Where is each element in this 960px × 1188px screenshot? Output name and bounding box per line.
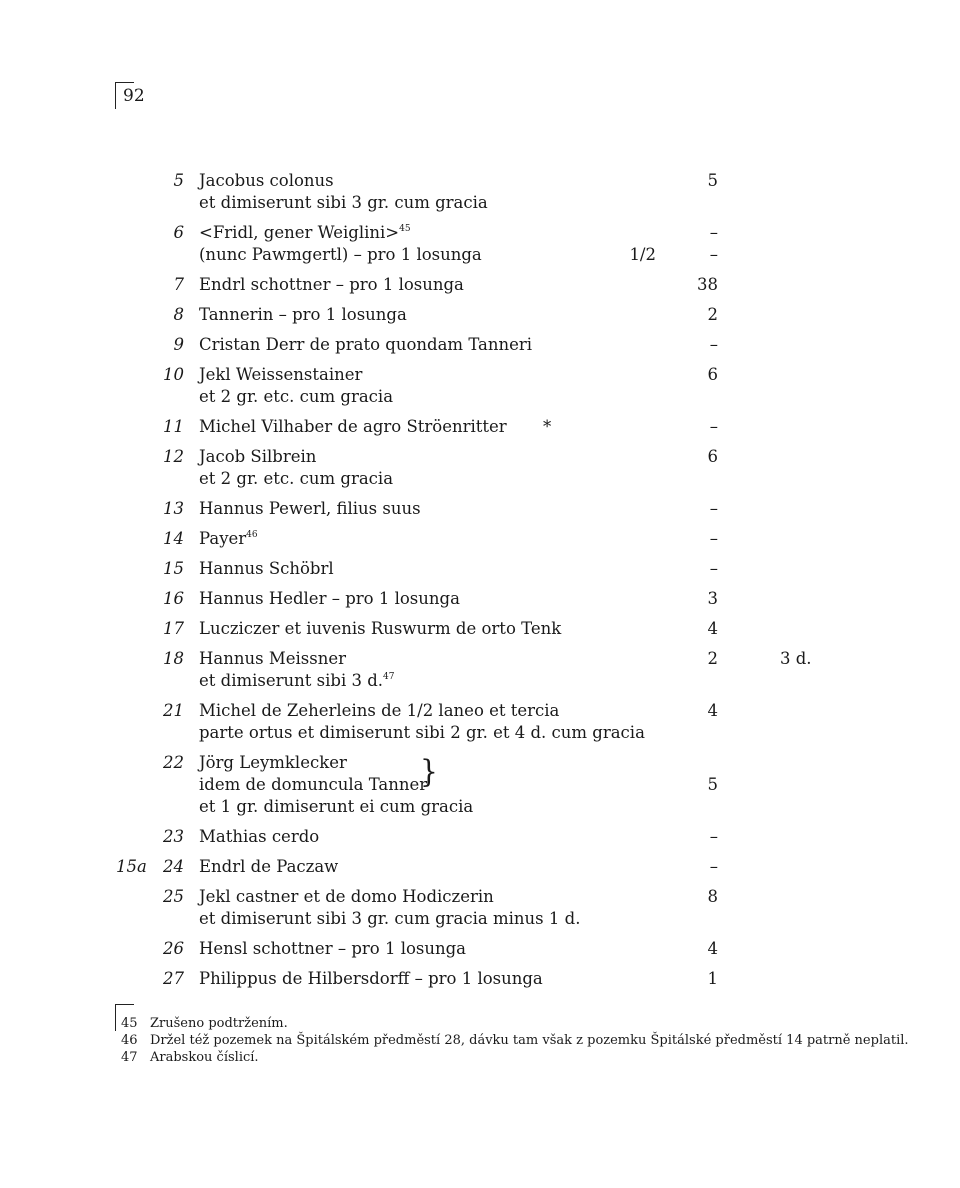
entry-text: Lucziczer et iuvenis Ruswurm de orto Tenk xyxy=(199,619,562,638)
footnote-ref: 47 xyxy=(383,671,395,682)
entry-text: et 2 gr. etc. cum gracia xyxy=(199,469,394,488)
footnote-number: 45 xyxy=(121,1016,138,1031)
entry-text: Jacobus colonus xyxy=(199,171,334,190)
entry-number: 16 xyxy=(163,589,184,608)
entry-21 xyxy=(0,700,960,744)
entry-value: 2 xyxy=(707,649,718,668)
entry-10 xyxy=(0,364,960,408)
entry-7 xyxy=(0,274,960,296)
entry-text: Hannus Hedler – pro 1 losunga xyxy=(199,589,460,608)
entry-text: Hensl schottner – pro 1 losunga xyxy=(199,939,467,958)
entry-18 xyxy=(0,648,960,692)
entry-number: 21 xyxy=(163,701,184,720)
entry-number: 5 xyxy=(173,171,184,190)
entry-text: Endrl de Paczaw xyxy=(199,857,339,876)
entry-6 xyxy=(0,222,960,266)
entry-value: – xyxy=(709,223,718,242)
entry-value: – xyxy=(709,335,718,354)
entry-text: Tannerin – pro 1 losunga xyxy=(199,305,407,324)
entry-value: – xyxy=(709,417,718,436)
footnote-number: 47 xyxy=(121,1050,138,1065)
entry-text: Jekl castner et de domo Hodiczerin xyxy=(199,887,494,906)
entry-text: Hannus Schöbrl xyxy=(199,559,334,578)
entry-text: Jörg Leymklecker xyxy=(199,753,347,772)
margin-folio-note: 15a xyxy=(116,857,147,876)
footnote-text: Držel též pozemek na Špitálském předměstí 28, dávku tam však z pozemku Špitálské předměstí 14 patrně neplatil. xyxy=(150,1033,909,1048)
entry-value: 4 xyxy=(707,939,718,958)
entry-number: 23 xyxy=(163,827,184,846)
entry-number: 9 xyxy=(173,335,184,354)
entry-text: idem de domuncula Tanner xyxy=(199,775,428,794)
entry-value: 1 xyxy=(707,969,718,988)
entry-text: Jacob Silbrein xyxy=(199,447,317,466)
entry-text: Michel de Zeherleins de 1/2 laneo et tercia xyxy=(199,701,560,720)
entry-number: 12 xyxy=(163,447,184,466)
entry-26 xyxy=(0,938,960,960)
entry-value: 38 xyxy=(697,275,718,294)
entry-text: Michel Vilhaber de agro Ströenritter xyxy=(199,417,507,436)
entry-number: 15 xyxy=(163,559,184,578)
entry-5 xyxy=(0,170,960,214)
entry-value: – xyxy=(709,827,718,846)
entry-value: 5 xyxy=(707,775,718,794)
entry-value: – xyxy=(709,559,718,578)
entry-fraction: 1/2 xyxy=(629,245,656,264)
entry-text: parte ortus et dimiserunt sibi 2 gr. et 4 d. cum gracia xyxy=(199,723,645,742)
entry-text: Mathias cerdo xyxy=(199,827,320,846)
brace-mark: } xyxy=(420,753,438,790)
entry-list xyxy=(0,170,960,998)
footnote-text: Arabskou číslicí. xyxy=(150,1050,259,1065)
entry-number: 10 xyxy=(163,365,184,384)
entry-14 xyxy=(0,528,960,550)
entry-number: 22 xyxy=(163,753,184,772)
entry-13 xyxy=(0,498,960,520)
entry-text: (nunc Pawmgertl) – pro 1 losunga xyxy=(199,245,482,264)
entry-number: 7 xyxy=(173,275,184,294)
entry-8 xyxy=(0,304,960,326)
entry-11 xyxy=(0,416,960,438)
entry-12 xyxy=(0,446,960,490)
entry-value: – xyxy=(709,529,718,548)
footnote xyxy=(0,1032,960,1049)
entry-value: – xyxy=(709,499,718,518)
entry-23 xyxy=(0,826,960,848)
entry-text: Hannus Meissner xyxy=(199,649,346,668)
entry-value: – xyxy=(709,245,718,264)
entry-number: 18 xyxy=(163,649,184,668)
entry-value: 6 xyxy=(707,447,718,466)
footnote-ref: 45 xyxy=(399,223,411,234)
entry-22 xyxy=(0,752,960,818)
entry-text: Endrl schottner – pro 1 losunga xyxy=(199,275,464,294)
entry-value: 8 xyxy=(707,887,718,906)
entry-9 xyxy=(0,334,960,356)
footnotes xyxy=(0,1015,960,1066)
entry-value: 3 xyxy=(707,589,718,608)
footnote-text: Zrušeno podtržením. xyxy=(150,1016,288,1031)
entry-17 xyxy=(0,618,960,640)
entry-text: et dimiserunt sibi 3 d.$^{47}$ xyxy=(199,671,395,690)
asterisk-mark: * xyxy=(543,417,552,436)
entry-number: 6 xyxy=(173,223,184,242)
entry-text: <Fridl, gener Weiglini>$^{45}$ xyxy=(199,223,411,242)
entry-text: Philippus de Hilbersdorff – pro 1 losunga xyxy=(199,969,543,988)
entry-27 xyxy=(0,968,960,990)
entry-16 xyxy=(0,588,960,610)
entry-value: 6 xyxy=(707,365,718,384)
footnote xyxy=(0,1049,960,1066)
entry-25 xyxy=(0,886,960,930)
entry-number: 24 xyxy=(163,857,184,876)
entry-text: et 2 gr. etc. cum gracia xyxy=(199,387,394,406)
entry-text: Cristan Derr de prato quondam Tanneri xyxy=(199,335,533,354)
footnote-number: 46 xyxy=(121,1033,138,1048)
entry-text: et 1 gr. dimiserunt ei cum gracia xyxy=(199,797,474,816)
entry-24 xyxy=(0,856,960,878)
entry-text: et dimiserunt sibi 3 gr. cum gracia minus 1 d. xyxy=(199,909,581,928)
entry-extra-value: 3 d. xyxy=(780,649,812,668)
entry-value: 2 xyxy=(707,305,718,324)
entry-number: 8 xyxy=(173,305,184,324)
entry-number: 11 xyxy=(163,417,184,436)
entry-value: 4 xyxy=(707,701,718,720)
entry-value: – xyxy=(709,857,718,876)
entry-number: 13 xyxy=(163,499,184,518)
entry-number: 17 xyxy=(163,619,184,638)
entry-number: 26 xyxy=(163,939,184,958)
entry-text: et dimiserunt sibi 3 gr. cum gracia xyxy=(199,193,488,212)
entry-number: 14 xyxy=(163,529,184,548)
entry-number: 27 xyxy=(163,969,184,988)
entry-text: Payer$^{46}$ xyxy=(199,529,258,548)
page-number: 92 xyxy=(123,86,145,106)
entry-text: Jekl Weissenstainer xyxy=(199,365,363,384)
entry-text: Hannus Pewerl, filius suus xyxy=(199,499,421,518)
entry-15 xyxy=(0,558,960,580)
entry-number: 25 xyxy=(163,887,184,906)
entry-value: 5 xyxy=(707,171,718,190)
footnote xyxy=(0,1015,960,1032)
footnote-ref: 46 xyxy=(246,529,258,540)
entry-value: 4 xyxy=(707,619,718,638)
